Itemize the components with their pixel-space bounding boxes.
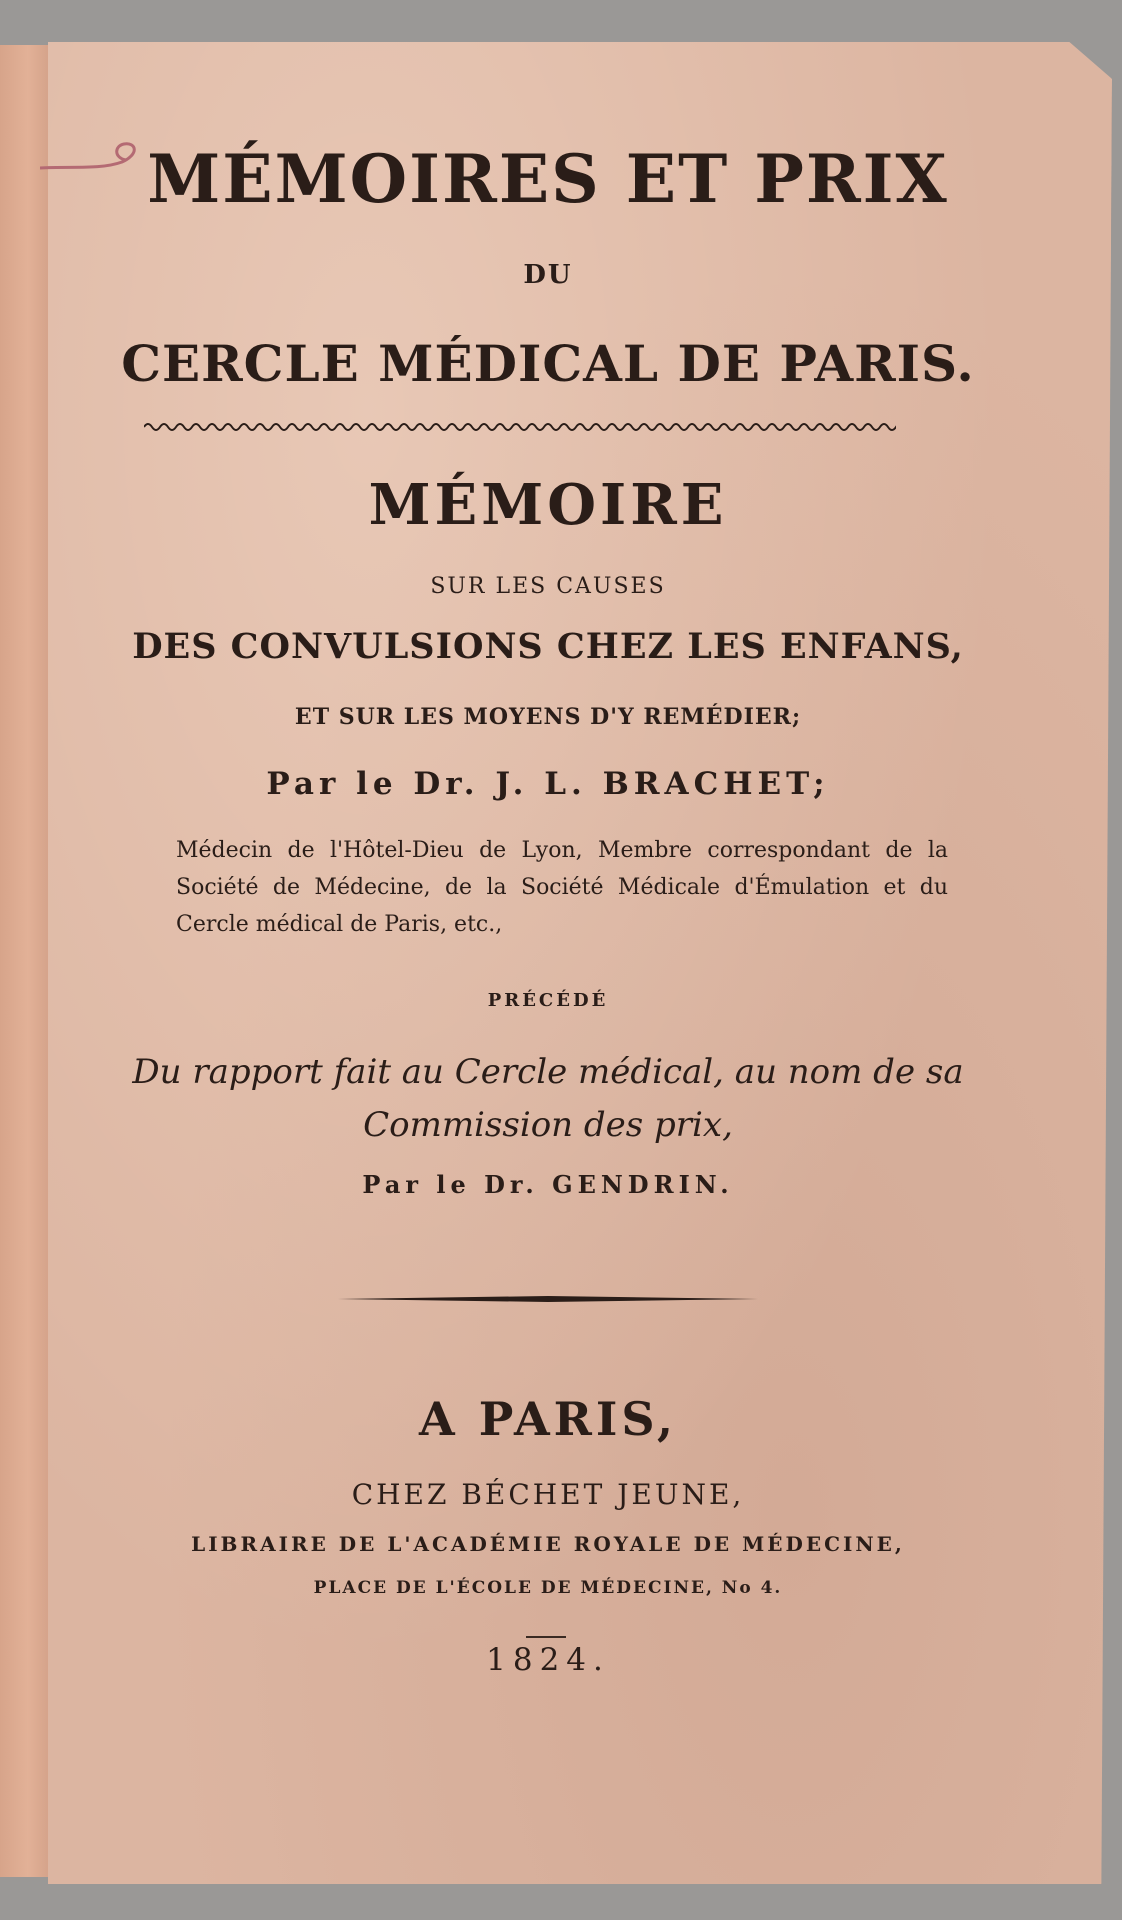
publisher-address: PLACE DE L'ÉCOLE DE MÉDECINE, No 4.: [313, 1578, 783, 1598]
publication-year: 1824.: [486, 1642, 610, 1678]
report-author: Par le Dr. GENDRIN.: [362, 1170, 734, 1199]
main-heading: MÉMOIRES ET PRIX: [147, 140, 949, 218]
heading-connector: DU: [523, 260, 573, 290]
author-line: Par le Dr. J. L. BRACHET;: [266, 766, 830, 802]
page-content: [48, 42, 1112, 1884]
handwritten-line-1: Du rapport fait au Cercle médical, au nom de sa: [132, 1052, 964, 1092]
year-divider: [526, 1636, 566, 1638]
author-credentials: Médecin de l'Hôtel-Dieu de Lyon, Membre correspondant de la Société de Médecine, de la Société Médicale d'Émulation et du Cercle médical de Paris, etc.,: [176, 838, 948, 937]
subtitle-intro: SUR LES CAUSES: [430, 574, 666, 599]
memoir-title: MÉMOIRE: [368, 472, 728, 538]
publisher-name: CHEZ BÉCHET JEUNE,: [351, 1478, 745, 1511]
preceded-label: PRÉCÉDÉ: [487, 990, 609, 1011]
handwritten-line-2: Commission des prix,: [363, 1105, 733, 1145]
society-name: CERCLE MÉDICAL DE PARIS.: [121, 334, 975, 393]
imprint-city: A PARIS,: [419, 1392, 677, 1446]
memoir-subject: DES CONVULSIONS CHEZ LES ENFANS,: [132, 626, 964, 667]
wavy-divider: [144, 420, 896, 434]
publisher-title: LIBRAIRE DE L'ACADÉMIE ROYALE DE MÉDECINE,: [191, 1532, 905, 1556]
tapered-rule: [338, 1296, 758, 1302]
memoir-subject-continued: ET SUR LES MOYENS D'Y REMÉDIER;: [294, 704, 802, 730]
